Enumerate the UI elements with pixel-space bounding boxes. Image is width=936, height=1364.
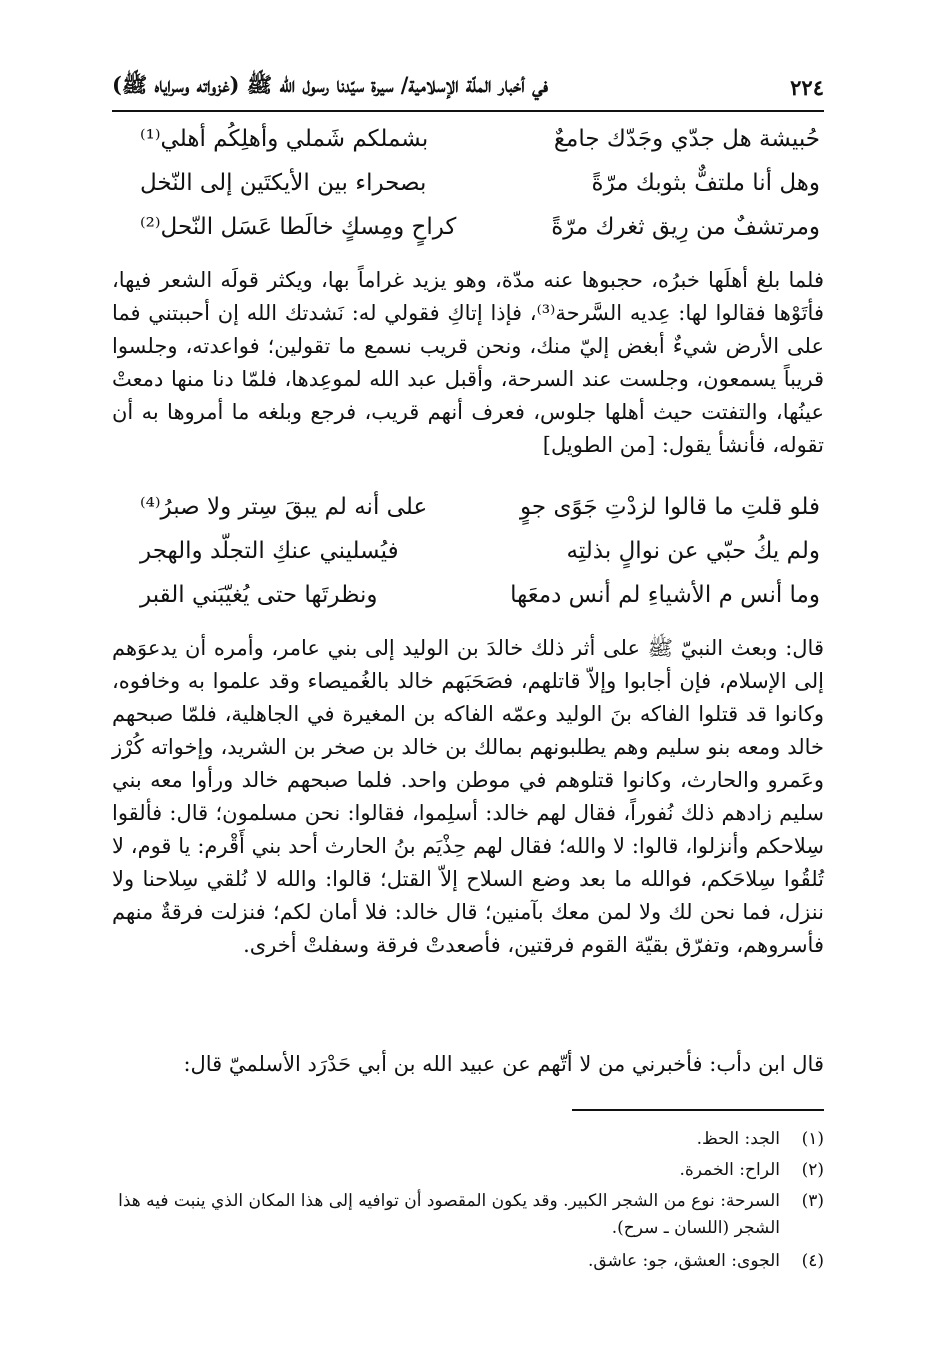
verse-line	[140, 494, 820, 538]
verse-second-hemistich: كراحٍ ومِسكٍ خالَطا عَسَل النّحل⁽²⁾	[140, 214, 457, 240]
paragraph-text: قال: وبعث النبيّ ﷺ على أثر ذلك خالدَ بن الوليد إلى بني عامر، وأمره أن يدعوَهم إلى الإسلام، فإن أجابوا وإلاّ قاتلهم، فصَحَبَهم خالد بالغُميصاء وقد علموا به وخافوه، وكانوا قد قتلوا الفاكه بنَ الوليد وعمّه الفاكه بن المغيرة في الجاهلية، فلمّا صبحهم خالد ومعه بنو سليم وهم يطلبونهم بمالك بن خالد بن صخر بن الشريد، وإخواته كُرْز وعَمرو والحارث، وكانوا قتلوهم في موطن واحد. فلما صبحهم خالد ورأوا معه بني سليم زادهم ذلك نُفوراً، فقال لهم خالد: أسلِموا، فقالوا: نحن مسلمون؛ قال: فألقوا سِلاحكم وأنزلوا، قالوا: لا والله؛ فقال لهم حِذْيَم بنُ الحارث أحد بني أَقْرم: يا قوم، لا تُلقُوا سِلاحَكم، فوالله ما بعد وضع السلاح إلاّ القتل؛ قالوا: والله لا نُلقي سِلاحنا ولا ننزل، فما نحن لك ولا لمن معك بآمنين؛ قال خالد: فلا أمان لكم؛ فنزلت فرقةٌ منهم فأسروهم، وتفرّق بقيّة القوم فرقتين، فأصعدتْ فرقة وسفلتْ أخرى.	[112, 636, 824, 957]
verse-line	[140, 170, 820, 214]
footnote	[112, 1157, 824, 1184]
footnote-text: الراح: الخمرة.	[679, 1160, 780, 1180]
verse-second-hemistich: بشملكم شَملي وأهلِكُم أهلي⁽¹⁾	[140, 126, 429, 152]
footnote-text: السرحة: نوع من الشجر الكبير. وقد يكون المقصود أن توافيه إلى هذا المكان الذي ينبت فيه هذا الشجر (اللسان ـ سرح).	[118, 1191, 780, 1238]
verse-second-hemistich: فيُسليني عنكِ التجلّد والهجر	[140, 538, 399, 564]
footnote-number: (١)	[801, 1129, 824, 1149]
body-paragraph	[112, 632, 824, 962]
verse-line	[140, 538, 820, 582]
verse-first-hemistich: ومرتشفٌ من رِيق ثغرك مرّةً	[551, 214, 820, 240]
footnote-divider	[572, 1109, 824, 1111]
footnote	[112, 1188, 824, 1242]
paragraph-text: فلما بلغ أهلَها خبرُه، حجبوها عنه مدّة، وهو يزيد غراماً بها، ويكثر قولَه الشعر فيها، فأتَوْها فقالوا لها: عِديه السَّرحة⁽³⁾، فإذا إتاكِ فقولي له: نَشدتك الله إن أحببتني فما على الأرض شيءٌ أبغض إليّ منك، ونحن قريب نسمع ما تقولين؛ فواعدته، وجلسوا قريباً يسمعون، وجلست عند السرحة، وأقبل عبد الله لموعِدها، فلمّا دنا منها دمعتْ عينُها، والتفتت حيث أهلها جلوس، فعرف أنهم قريب، فرجع وبلغه ما أمروها به أن تقوله، فأنشأ يقول: [من الطويل]	[112, 268, 824, 457]
body-paragraph	[112, 1048, 824, 1081]
page-number: ٢٢٤	[790, 74, 824, 100]
footnote	[112, 1126, 824, 1153]
footnote	[112, 1248, 824, 1275]
verse-first-hemistich: وهل أنا ملتفٌّ بثوبك مرّةً	[591, 170, 820, 196]
verse-line	[140, 582, 820, 626]
body-paragraph	[112, 264, 824, 462]
running-header	[112, 70, 824, 104]
footnote-text: الجد: الحظ.	[696, 1129, 780, 1149]
verse-line	[140, 126, 820, 170]
footnote-text: الجوى: العشق، جو: عاشق.	[587, 1251, 780, 1271]
footnote-number: (٤)	[801, 1251, 824, 1271]
verse-first-hemistich: فلو قلتِ ما قالوا لزدْتِ جَوًى جوٍ	[520, 494, 820, 520]
running-title: في أخبار الملّة الإسلامية/ سيرة سيّدنا رسول الله ﷺ (غزواته وسراياه ﷺ)	[112, 71, 549, 97]
header-divider	[112, 110, 824, 112]
verse-first-hemistich: حُبيشة هل جدّي وجَدّك جامعٌ	[553, 126, 820, 152]
verse-second-hemistich: ونظرتَها حتى يُغيّبَني القبر	[140, 582, 378, 608]
footnote-number: (٢)	[801, 1160, 824, 1180]
verse-second-hemistich: بصحراء بين الأيكتَين إلى النّخل	[140, 170, 427, 196]
verse-first-hemistich: ولم يكُ حبّي عن نوالٍ بذلتِه	[566, 538, 820, 564]
verse-second-hemistich: على أنه لم يبقَ سِتر ولا صبرُ⁽⁴⁾	[140, 494, 428, 520]
paragraph-text: قال ابن دأب: فأخبرني من لا أتّهم عن عبيد الله بن أبي حَدْرَد الأسلميّ قال:	[183, 1052, 824, 1076]
footnote-number: (٣)	[801, 1191, 824, 1211]
verse-first-hemistich: وما أنس م الأشياءِ لم أنس دمعَها	[510, 582, 820, 608]
verse-line	[140, 214, 820, 258]
